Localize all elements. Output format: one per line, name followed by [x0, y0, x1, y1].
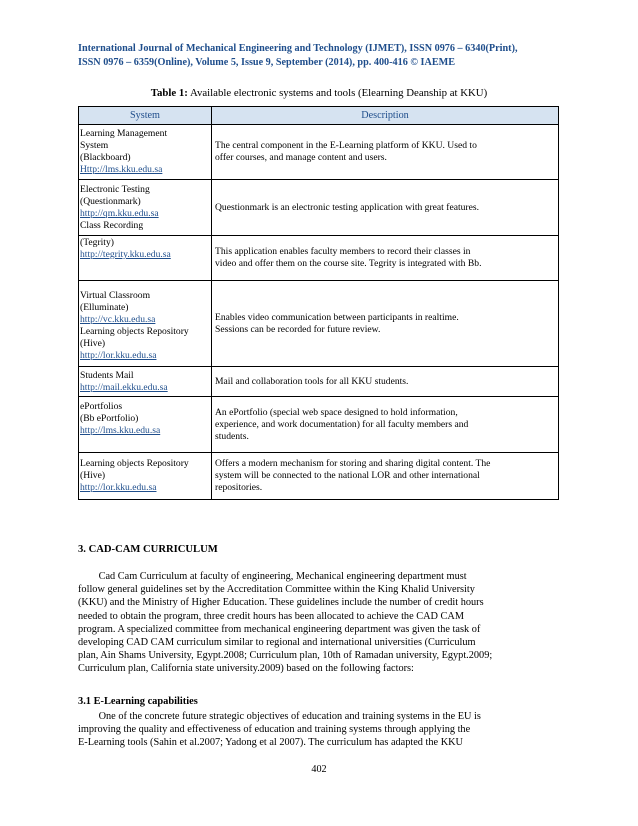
system-text: Electronic Testing	[80, 183, 150, 195]
system-link[interactable]: http://qm.kku.edu.sa	[80, 207, 159, 219]
paragraph-line: plan, Ain Shams University, Egypt.2008; Curriculum plan, 10th of Ramadan university, Egypt.2009;	[78, 650, 493, 662]
section-3-title: 3. CAD-CAM CURRICULUM	[78, 544, 218, 555]
description-text: system will be connected to the national LOR and other international	[215, 470, 480, 481]
table-row	[79, 180, 559, 236]
paragraph-line: improving the quality and effectiveness of education and training systems through applying the	[78, 724, 471, 736]
table-caption-label: Table 1:	[150, 87, 188, 99]
description-text: video and offer them on the course site. Tegrity is integrated with Bb.	[215, 258, 482, 269]
system-text: (Blackboard)	[80, 152, 131, 163]
page-number: 402	[311, 764, 327, 775]
paragraph-line: One of the concrete future strategic objectives of education and training systems in the EU is	[78, 711, 481, 722]
paragraph-line: follow general guidelines set by the Accreditation Committee within the King Khalid University	[78, 584, 475, 596]
system-text: Learning objects Repository	[80, 458, 189, 469]
description-text: The central component in the E-Learning platform of KKU. Used to	[215, 140, 477, 151]
description-text: An ePortfolio (special web space designed to hold information,	[215, 406, 458, 418]
table-row	[79, 397, 559, 453]
system-cell	[79, 281, 212, 367]
description-text: Offers a modern mechanism for storing and sharing digital content. The	[215, 458, 491, 469]
system-cell	[79, 367, 212, 397]
system-cell	[79, 125, 212, 180]
paragraph-line: (KKU) and the Ministry of Higher Education. These guidelines include the number of credit hours	[78, 597, 484, 609]
description-cell	[212, 180, 559, 236]
system-link[interactable]: http://lms.kku.edu.sa	[80, 425, 161, 436]
system-link[interactable]: http://lor.kku.edu.sa	[80, 349, 157, 361]
table-caption	[0, 86, 638, 100]
paragraph-line: Cad Cam Curriculum at faculty of engineering, Mechanical engineering department must	[78, 571, 467, 582]
journal-header	[78, 42, 578, 70]
description-cell	[212, 281, 559, 367]
system-text: (Bb ePortfolio)	[80, 413, 139, 424]
description-text: repositories.	[215, 482, 263, 493]
description-cell	[212, 453, 559, 500]
table-row	[79, 367, 559, 397]
section-3-1-title: 3.1 E-Learning capabilities	[78, 696, 198, 707]
description-cell	[212, 397, 559, 453]
system-text: (Tegrity)	[80, 237, 114, 248]
system-cell	[79, 397, 212, 453]
system-text: System	[80, 140, 109, 151]
description-text: Mail and collaboration tools for all KKU students.	[215, 375, 409, 387]
col-header-system: System	[79, 107, 212, 125]
paragraph-line: needed to obtain the program, three credit hours has been allocated to achieve the CAD CAM	[78, 610, 465, 622]
system-text: Learning objects Repository	[80, 325, 189, 337]
description-text: experience, and work documentation) for all faculty members and	[215, 418, 469, 430]
system-text: (Questionmark)	[80, 195, 141, 207]
paragraph-line: program. A specialized committee from mechanical engineering department was given the task of	[78, 623, 481, 635]
description-text: Enables video communication between participants in realtime.	[215, 311, 459, 323]
description-cell	[212, 125, 559, 180]
system-text: Students Mail	[80, 369, 134, 381]
description-text: students.	[215, 430, 249, 442]
journal-header-line-1: International Journal of Mechanical Engineering and Technology (IJMET), ISSN 0976 – 6340(Print),	[78, 43, 518, 54]
col-header-description: Description	[212, 107, 559, 125]
description-text: Questionmark is an electronic testing application with great features.	[215, 201, 480, 213]
system-link[interactable]: http://lor.kku.edu.sa	[80, 482, 157, 493]
section-3-paragraph	[78, 570, 559, 676]
system-link[interactable]: http://tegrity.kku.edu.sa	[80, 249, 171, 260]
description-cell	[212, 367, 559, 397]
system-link[interactable]: http://vc.kku.edu.sa	[80, 313, 156, 325]
system-text: Virtual Classroom	[80, 289, 151, 301]
table-row	[79, 236, 559, 281]
system-text: Learning Management	[80, 128, 168, 139]
system-text: (Elluminate)	[80, 301, 129, 313]
system-text: Class Recording	[80, 219, 144, 231]
table-caption-text: Available electronic systems and tools (Elearning Deanship at KKU)	[187, 87, 488, 99]
system-cell	[79, 453, 212, 500]
system-text: (Hive)	[80, 337, 106, 349]
table-row	[79, 453, 559, 500]
section-3-1-paragraph	[78, 710, 559, 750]
system-link[interactable]: Http://lms.kku.edu.sa	[80, 164, 163, 175]
system-cell	[79, 236, 212, 281]
paragraph-line: Curriculum plan, California state university.2009) based on the following factors:	[78, 663, 414, 675]
description-cell	[212, 236, 559, 281]
systems-table	[78, 106, 559, 500]
paragraph-line: E-Learning tools (Sahin et al.2007; Yadong et al 2007). The curriculum has adapted the KKU	[78, 737, 463, 749]
description-text: This application enables faculty members to record their classes in	[215, 246, 471, 257]
system-link[interactable]: http://mail.ekku.edu.sa	[80, 381, 168, 393]
table-row	[79, 281, 559, 367]
paragraph-line: developing CAD CAM curriculum similar to regional and international universities (Curriculum	[78, 637, 476, 649]
description-text: offer courses, and manage content and users.	[215, 152, 387, 163]
table-row	[79, 125, 559, 180]
description-text: Sessions can be recorded for future review.	[215, 323, 381, 335]
system-cell	[79, 180, 212, 236]
system-text: (Hive)	[80, 470, 106, 481]
journal-header-line-2: ISSN 0976 – 6359(Online), Volume 5, Issue 9, September (2014), pp. 400-416 © IAEME	[78, 57, 456, 68]
system-text: ePortfolios	[80, 401, 123, 412]
table-header-row	[79, 107, 559, 125]
